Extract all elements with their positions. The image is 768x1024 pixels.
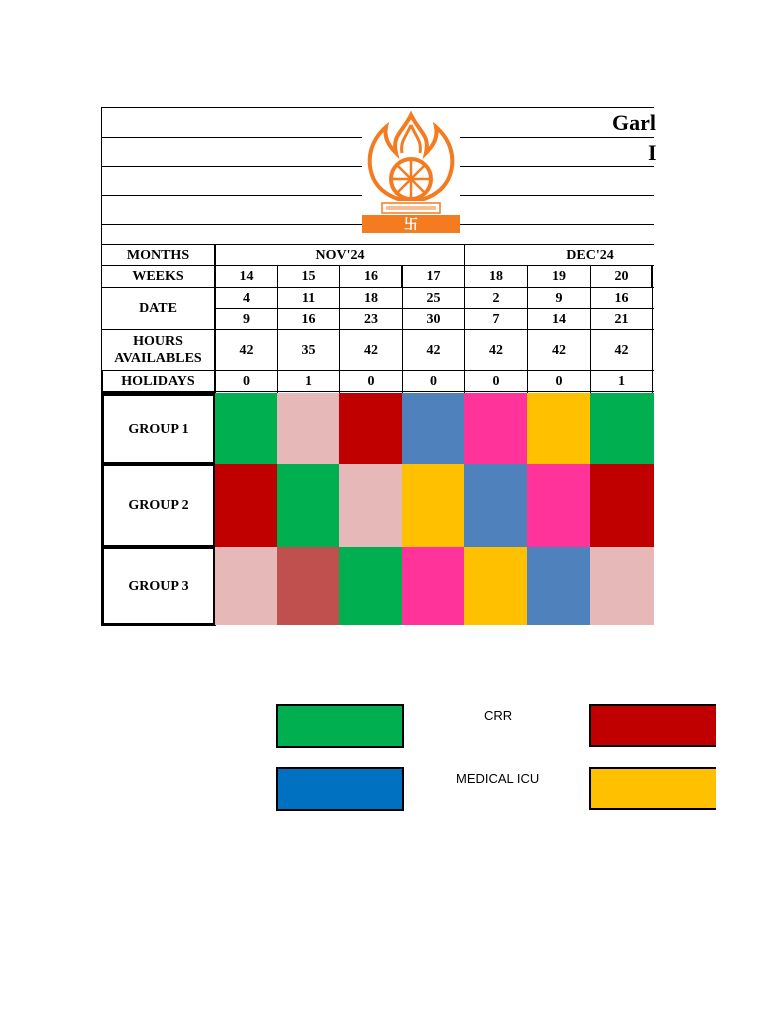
hours-cell: 35 (301, 342, 316, 358)
weeks-label: WEEKS (132, 269, 184, 284)
title-line-1: Garl (612, 110, 656, 135)
border-line (101, 224, 362, 225)
hours-cell: 42 (489, 342, 503, 358)
date-start-cell: 2 (492, 290, 500, 306)
holiday-cell: 0 (492, 373, 500, 389)
date-start-cell: 25 (426, 290, 441, 306)
week-cell: 17 (426, 269, 441, 284)
group-1-week-block (464, 393, 527, 464)
legend-label-medical-icu: MEDICAL ICU (456, 771, 540, 786)
legend-swatch-right-2 (589, 767, 716, 810)
hours-cell: 42 (614, 342, 629, 358)
group-3-week-block (527, 547, 590, 625)
date-end-cell: 7 (492, 311, 500, 327)
group-2-week-block (527, 464, 590, 547)
border-line (460, 224, 654, 225)
group-3-week-block (402, 547, 464, 625)
month-header-nov: NOV'24 (315, 247, 365, 263)
legend-swatch-medical-icu (276, 767, 404, 811)
holiday-cell: 0 (555, 373, 563, 389)
hours-cell: 42 (239, 342, 254, 358)
group-3-week-block (339, 547, 402, 625)
group-1-week-block (215, 393, 277, 464)
group-2-week-block (277, 464, 339, 547)
date-start-cell: 9 (555, 290, 563, 306)
svg-text:卐: 卐 (404, 217, 418, 233)
week-cell: 16 (364, 269, 378, 284)
week-cell: 14 (239, 269, 254, 284)
border-line (460, 137, 654, 138)
date-start-cell: 11 (301, 290, 316, 306)
holidays-label: HOLIDAYS (121, 373, 195, 389)
flame-wheel-logo-icon (362, 113, 460, 233)
week-cell: 18 (489, 269, 503, 284)
holiday-cell: 1 (305, 373, 312, 389)
week-cell: 19 (552, 269, 566, 284)
border-line (101, 137, 362, 138)
group-3-week-block (277, 547, 339, 625)
border-line (101, 107, 654, 108)
date-label: DATE (139, 301, 177, 316)
group-2-week-block (339, 464, 402, 547)
border-line (215, 391, 654, 392)
hours-cell: 42 (364, 342, 378, 358)
group-3-week-block (215, 547, 277, 625)
group-1-week-block (339, 393, 402, 464)
legend-swatch-crr (276, 704, 404, 748)
group-2-week-block (464, 464, 527, 547)
holiday-cell: 0 (243, 373, 250, 389)
date-end-cell: 9 (243, 311, 250, 327)
group-1-label: GROUP 1 (101, 393, 216, 465)
group-2-label: GROUP 2 (101, 463, 216, 548)
hours-cell: 42 (552, 342, 566, 358)
holiday-cell: 0 (430, 373, 437, 389)
legend-swatch-right-1 (589, 704, 716, 747)
hours-available-label (102, 330, 214, 370)
group-3-label: GROUP 3 (101, 546, 216, 626)
date-end-cell: 21 (614, 311, 629, 327)
date-start-cell: 4 (243, 290, 250, 306)
group-2-week-block (402, 464, 464, 547)
group-3-week-block (590, 547, 654, 625)
hours-label-line2: AVAILABLES (114, 351, 202, 366)
group-1-week-block (527, 393, 590, 464)
group-3-week-block (464, 547, 527, 625)
border-line (101, 166, 362, 167)
title-line-2: I (648, 140, 657, 165)
date-end-cell: 23 (364, 311, 378, 327)
group-1-week-block (590, 393, 654, 464)
date-end-cell: 14 (552, 311, 566, 327)
border-line (101, 107, 102, 244)
border-line (460, 195, 654, 196)
group-1-week-block (402, 393, 464, 464)
date-start-cell: 16 (614, 290, 629, 306)
holiday-cell: 0 (367, 373, 375, 389)
border-line (460, 166, 654, 167)
border-line (101, 195, 362, 196)
date-start-cell: 18 (364, 290, 378, 306)
months-label: MONTHS (126, 247, 190, 263)
border-line (652, 287, 653, 393)
hours-cell: 42 (426, 342, 441, 358)
group-1-week-block (277, 393, 339, 464)
week-cell: 15 (301, 269, 316, 284)
hours-label-line1: HOURS (133, 334, 183, 349)
group-2-week-block (215, 464, 277, 547)
group-2-week-block (590, 464, 654, 547)
holiday-cell: 1 (618, 373, 625, 389)
date-end-cell: 16 (301, 311, 316, 327)
date-end-cell: 30 (426, 311, 441, 327)
week-cell: 20 (614, 269, 629, 284)
month-header-dec: DEC'24 (566, 247, 614, 263)
legend-label-crr: CRR (484, 708, 513, 723)
